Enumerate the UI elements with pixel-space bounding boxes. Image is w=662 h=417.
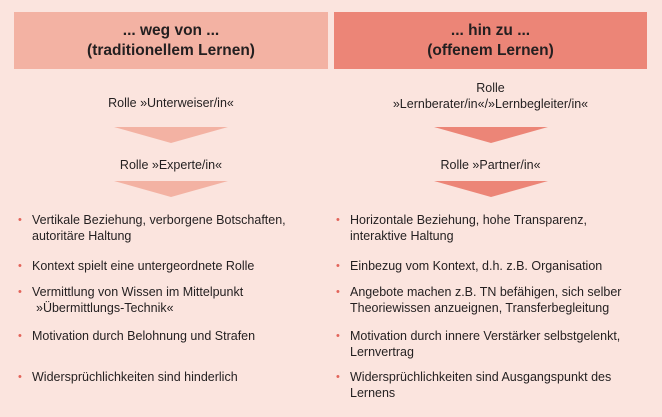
- left-arrow-1: [114, 127, 228, 143]
- left-bullet-1-line2: autoritäre Haltung: [32, 229, 132, 243]
- right-role-1: [334, 80, 647, 112]
- left-bullet-5-line1: Widersprüchlichkeiten sind hinderlich: [32, 370, 238, 384]
- left-bullet-1-line1: Vertikale Beziehung, verborgene Botschaften,: [32, 213, 286, 227]
- left-role-1: Rolle »Unterweiser/in«: [108, 96, 234, 110]
- right-bullet-3-line2: Theoriewissen anzueignen, Transferbegleitung: [350, 301, 610, 315]
- left-bullet-4-line1: Motivation durch Belohnung und Strafen: [32, 329, 256, 343]
- left-bullet-item: [16, 212, 286, 244]
- right-role-1-line2: »Lernberater/in«/»Lernbegleiter/in«: [392, 97, 589, 111]
- bullet-dot-icon: •: [18, 260, 22, 272]
- bullet-dot-icon: •: [336, 214, 340, 226]
- header-open-line2: (offenem Lernen): [427, 41, 554, 59]
- left-arrow-2-shape: [114, 181, 228, 197]
- right-bullet-2-line1: Einbezug vom Kontext, d.h. z.B. Organisation: [350, 259, 603, 273]
- header-traditional: [14, 12, 328, 69]
- right-bullet-5-line1: Widersprüchlichkeiten sind Ausgangspunkt des: [350, 370, 612, 384]
- left-arrow-1-shape: [114, 127, 228, 143]
- header-traditional-line2: (traditionellem Lernen): [87, 41, 255, 59]
- right-bullet-item: [334, 369, 611, 401]
- bullet-dot-icon: •: [336, 260, 340, 272]
- right-arrow-2: [434, 181, 548, 197]
- right-role-1-line1: Rolle: [476, 81, 505, 95]
- right-bullet-4-line2: Lernvertrag: [350, 345, 414, 359]
- right-arrow-1: [434, 127, 548, 143]
- right-bullet-1-line1: Horizontale Beziehung, hohe Transparenz,: [350, 213, 587, 227]
- right-arrow-2-shape: [434, 181, 548, 197]
- left-bullet-item: [16, 258, 254, 274]
- bullet-dot-icon: •: [18, 330, 22, 342]
- right-bullet-item: [334, 284, 621, 316]
- right-bullet-3-line1: Angebote machen z.B. TN befähigen, sich selber: [350, 285, 622, 299]
- bullet-dot-icon: •: [336, 286, 340, 298]
- left-bullet-3-line2: »Übermittlungs-Technik«: [36, 301, 174, 315]
- bullet-dot-icon: •: [18, 371, 22, 383]
- header-traditional-line1: ... weg von ...: [122, 21, 220, 39]
- left-bullet-item: [16, 328, 255, 344]
- bullet-dot-icon: •: [336, 371, 340, 383]
- bullet-dot-icon: •: [18, 286, 22, 298]
- header-open-line1: ... hin zu ...: [450, 21, 531, 39]
- left-bullet-2-line1: Kontext spielt eine untergeordnete Rolle: [32, 259, 255, 273]
- bullet-dot-icon: •: [336, 330, 340, 342]
- header-open: [334, 12, 647, 69]
- bullet-dot-icon: •: [18, 214, 22, 226]
- right-role-2: Rolle »Partner/in«: [440, 158, 541, 172]
- right-bullet-4-line1: Motivation durch innere Verstärker selbstgelenkt,: [350, 329, 621, 343]
- right-bullet-item: [334, 212, 587, 244]
- left-role-2: Rolle »Experte/in«: [119, 158, 223, 172]
- left-arrow-2: [114, 181, 228, 197]
- left-bullet-item: [16, 369, 238, 385]
- right-bullet-item: [334, 258, 602, 274]
- right-bullet-1-line2: interaktive Haltung: [350, 229, 454, 243]
- left-bullet-item: [16, 284, 243, 316]
- right-bullet-5-line2: Lernens: [350, 386, 396, 400]
- right-bullet-item: [334, 328, 620, 360]
- right-arrow-1-shape: [434, 127, 548, 143]
- left-bullet-3-line1: Vermittlung von Wissen im Mittelpunkt: [32, 285, 244, 299]
